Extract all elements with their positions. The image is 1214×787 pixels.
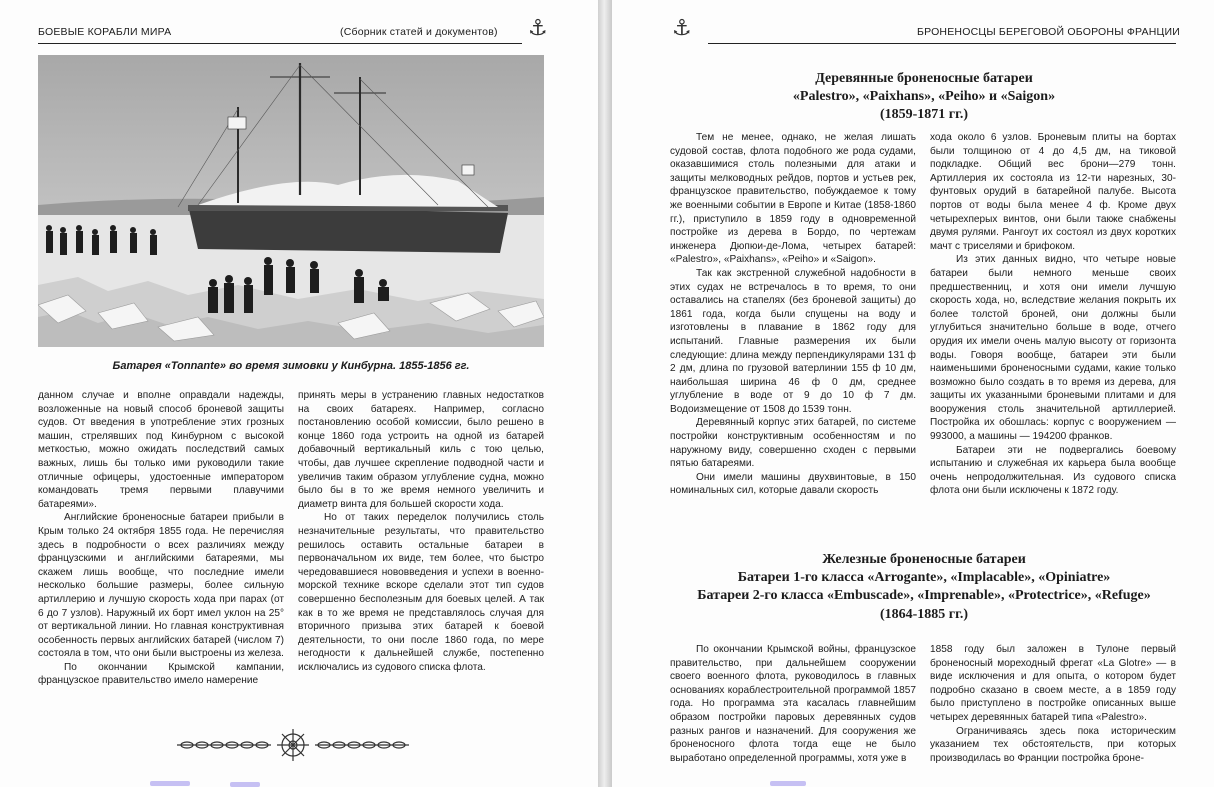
paragraph: Тем не менее, однако, не желая лишать судовой состав, флота подобного же рода судами, оказавшимися столь полезными для атаки и защиты мелководных рейдов, портов и устьев рек, французское правительство, побуждаемое к тому же военными событии в Европе и Китае (1858-1860 гг.), приступило в 1859 году в одновременной постройке из дерева в Бордо, по чертежам инженера Дюпюи-де-Лома, четырех батарей: «Palestro», «Paixhans», «Peiho» и «Saigon». xyxy=(670,132,916,266)
paragraph: Батареи эти не подвергались боевому испытанию и служебная их карьера была вообще очень непродолжительная. Из судового списка флота они были исключены к 1872 году. xyxy=(930,444,1176,497)
right-column-3 xyxy=(670,643,916,765)
paragraph: По окончании Крымской кампании, французское правительство имело намерение xyxy=(38,661,284,687)
running-header-right: БРОНЕНОСЦЫ БЕРЕГОВОЙ ОБОРОНЫ ФРАНЦИИ xyxy=(917,26,1180,38)
section-title-line: «Palestro», «Paixhans», «Peiho» и «Saigon» xyxy=(792,89,1056,105)
right-column-1 xyxy=(670,131,916,498)
paragraph: Ограничиваясь здесь пока историческим указанием тех обстоятельств, при которых производилась во Франции постройка броне- xyxy=(930,725,1176,764)
header-rule xyxy=(38,43,522,44)
paragraph: принять меры в устранению главных недостатков на своих батареях. Например, согласно постановлению особой комиссии, было решено в конце 1860 года устроить на одной из батарей добавочный вертикальный киль с тою целью, чтобы, дав лучшее скрепление подводной части и увеличив таким образом углубление судна, можно было бы в то же время немного увеличить и диаметр винта для большей скорости хода. xyxy=(298,390,544,510)
left-column-2 xyxy=(298,389,544,674)
anchor-icon: ⚓ xyxy=(528,16,548,41)
paragraph: По окончании Крымской войны, французское правительство, при дальнейшем сооружении своего военного флота, руководилось в главных основаниях кораблестроительной программой 1857 года. Но программа эта касалась главнейшим образом постройки паровых деревянных судов разных рангов и назначений. Для сооружения же броненосного флота тогда еще не было выработано определенной программы, хотя уже в xyxy=(670,644,916,764)
paragraph: 1858 году был заложен в Тулоне первый броненосный мореходный фрегат «La Glotre» — в виде исключения и для опыта, о котором будет подробно сказано в своем месте, а в 1859 году было приступлено в постройке описанных выше четырех деревянных батарей типа «Palestro». xyxy=(930,644,1176,723)
left-column-1 xyxy=(38,389,284,688)
section-title-wooden-batteries xyxy=(660,70,1188,125)
paragraph: Так как экстренной служебной надобности в этих судах не встречалось в то время, то они оставались на стапелях (без броневой защиты) до 1861 года, когда были спущены на воду и изготовлены в плавание в 1862 году для испытаний. Главные размерения их были следующие: длина между перпендикулярами 131 ф 2 дм, длина по грузовой ватерлинии 155 ф 10 дм, наибольшая ширина 46 ф 0 дм, среднее углубление в воде от 9 до 10 ф 7 дм. Водоизмещение от 1508 до 1539 тонн. xyxy=(670,267,916,415)
paragraph: Из этих данных видно, что четыре новые батареи были немного меньше своих предшественниц, и хотя они имели лучшую скорость хода, но, вследствие желания покрыть их более толстой броней, они должны были углубиться значительно больше в воде, отчего орудия их имели очень малую высоту от горизонта воды. Говоря вообще, батареи эти были наименьшими броненосными судами, какие только возможно было создать в то время из дерева, для защиты их указанными броневыми плитами и для вооружения столь значительной артиллерией. Постройка их обошлась: корпус с вооружением — 993000, а машины — 194200 франков. xyxy=(930,254,1176,443)
paragraph: данном случае и вполне оправдали надежды, возложенные на новый способ броневой защиты судов. От введения в употребление этих грозных машин, стрелявших под Кинбурном с высокой меткостью, можно ожидать последствий самых важных, лишь бы только ими руководили такие отличные офицеры, удостоенные императором командовать тремя первыми плавучими батареями». xyxy=(38,390,284,510)
section-title-line: (1864-1885 гг.) xyxy=(879,606,969,622)
anchor-icon: ⚓ xyxy=(672,16,692,41)
ship-illustration xyxy=(38,55,544,347)
section-title-line: Батареи 2-го класса «Embuscade», «Imprenable», «Protectrice», «Refuge» xyxy=(697,588,1151,604)
section-title-line: Батареи 1-го класса «Arrogante», «Implacable», «Opiniatre» xyxy=(737,570,1111,586)
section-title-line: Железные броненосные батареи xyxy=(822,552,1026,567)
section-title-iron-batteries xyxy=(660,551,1188,624)
ornament-divider xyxy=(175,728,411,762)
ship-photo xyxy=(38,55,544,347)
section-title-line: Деревянные броненосные батареи xyxy=(815,71,1033,86)
paragraph: хода около 6 узлов. Броневым плиты на бортах были толщиною от 4 до 4,5 дм, на тиковой подкладке. Общий вес брони—279 тонн. Артиллерия их состояла из 12-ти нарезных, 30-фунтовых орудий в батарейной палубе. Высота портов от воды была менее 4 ф. Кроме двух четырехперых винтов, они были также снабжены двумя рулями. Рангоут их состоял из двух коротких мачт с триселями и брифоком. xyxy=(930,132,1176,252)
right-column-2 xyxy=(930,131,1176,498)
paragraph: Английские броненосные батареи прибыли в Крым только 24 октября 1855 года. Не перечисляя здесь в подробности о всех различиях между французскими и английскими батареями, мы скажем лишь вообще, что последние имели несколько большие размеры, более сильную артиллерию и лучшую скорость хода при парах (от 6 до 7 узлов). Наружный их борт имел уклон на 25° от вертикальной линии. Но главная конструктивная особенность первых английских батарей (числом 7) состояла в том, что они были выстроены из железа. xyxy=(38,512,284,660)
paragraph: Но от таких переделок получились столь незначительные результаты, что правительство решилось оставить остальные батареи в первоначальном их виде, тем более, что быстро чередовавшиеся нововведения и успехи в военно-морской технике вскоре сделали этот тип судов совершенно бесполезным для боевых целей. А так как в то же время не представлялось случая для вторичного призыва этих батарей к боевой деятельности, то они после 1860 года, по мере негодности к дальнейшей службе, постепенно исключались из судового списка флота. xyxy=(298,512,544,673)
running-header-left: БОЕВЫЕ КОРАБЛИ МИРА xyxy=(38,26,172,38)
running-header-subtitle: (Сборник статей и документов) xyxy=(340,26,498,38)
right-column-4 xyxy=(930,643,1176,765)
photo-caption: Батарея «Tonnante» во время зимовки у Кинбурна. 1855-1856 гг. xyxy=(112,360,470,372)
book-gutter xyxy=(598,0,612,787)
section-title-line: (1859-1871 гг.) xyxy=(879,107,969,123)
watermark-mark xyxy=(770,781,806,786)
left-page xyxy=(0,0,598,787)
watermark-mark xyxy=(230,782,260,787)
watermark-mark xyxy=(150,781,190,786)
paragraph: Они имели машины двухвинтовые, в 150 номинальных сил, которые давали скорость xyxy=(670,471,916,497)
paragraph: Деревянный корпус этих батарей, по системе постройки конструктивным особенностям и по наружному виду, совершенно сходен с первыми пятью батареями. xyxy=(670,417,916,470)
header-rule xyxy=(708,43,1176,44)
